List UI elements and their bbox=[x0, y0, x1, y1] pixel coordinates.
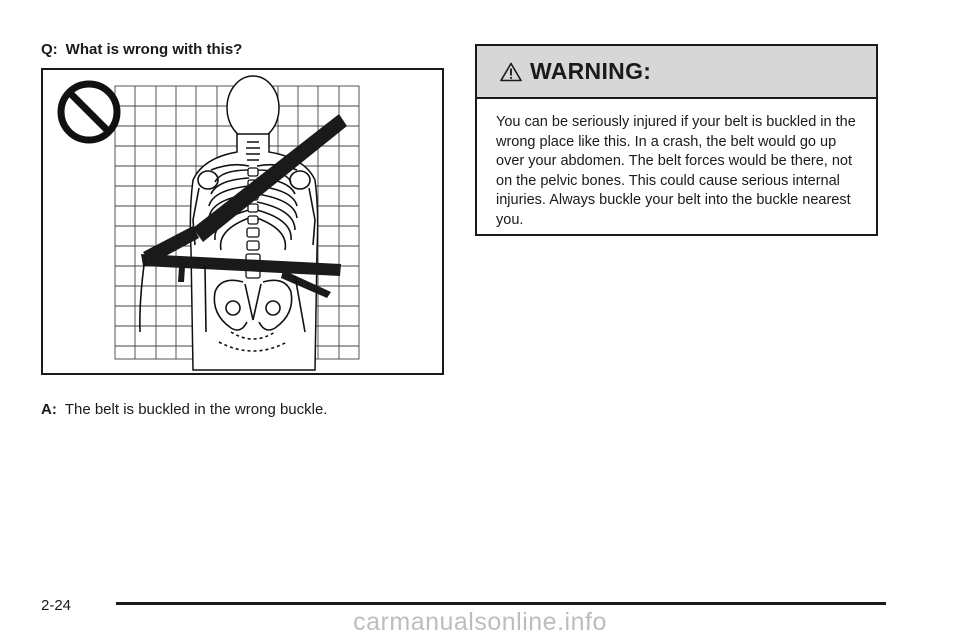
question-label: Q: bbox=[41, 41, 58, 58]
warning-header bbox=[477, 46, 876, 99]
answer bbox=[41, 401, 327, 418]
footer-rule bbox=[116, 602, 886, 605]
warning-triangle-icon bbox=[500, 62, 522, 82]
skeleton-illustration bbox=[43, 70, 442, 373]
warning-text: You can be seriously injured if your belt is buckled in the wrong place like this. In a crash, the belt would go up over your abdomen. The belt forces would be there, not on the pelvic bones. This could cause serious internal injuries. Always buckle your belt into the buckle nearest you. bbox=[496, 114, 856, 228]
warning-title: WARNING: bbox=[530, 58, 652, 84]
answer-text: The belt is buckled in the wrong buckle. bbox=[64, 401, 328, 418]
question-text: What is wrong with this? bbox=[65, 41, 243, 58]
answer-label: A: bbox=[41, 401, 57, 418]
question bbox=[41, 41, 242, 58]
warning-box bbox=[475, 44, 878, 236]
page-number: 2-24 bbox=[41, 597, 72, 614]
watermark: carmanualsonline.info bbox=[353, 608, 607, 636]
seatbelt-figure bbox=[41, 68, 444, 375]
prohibition-icon bbox=[61, 84, 117, 140]
